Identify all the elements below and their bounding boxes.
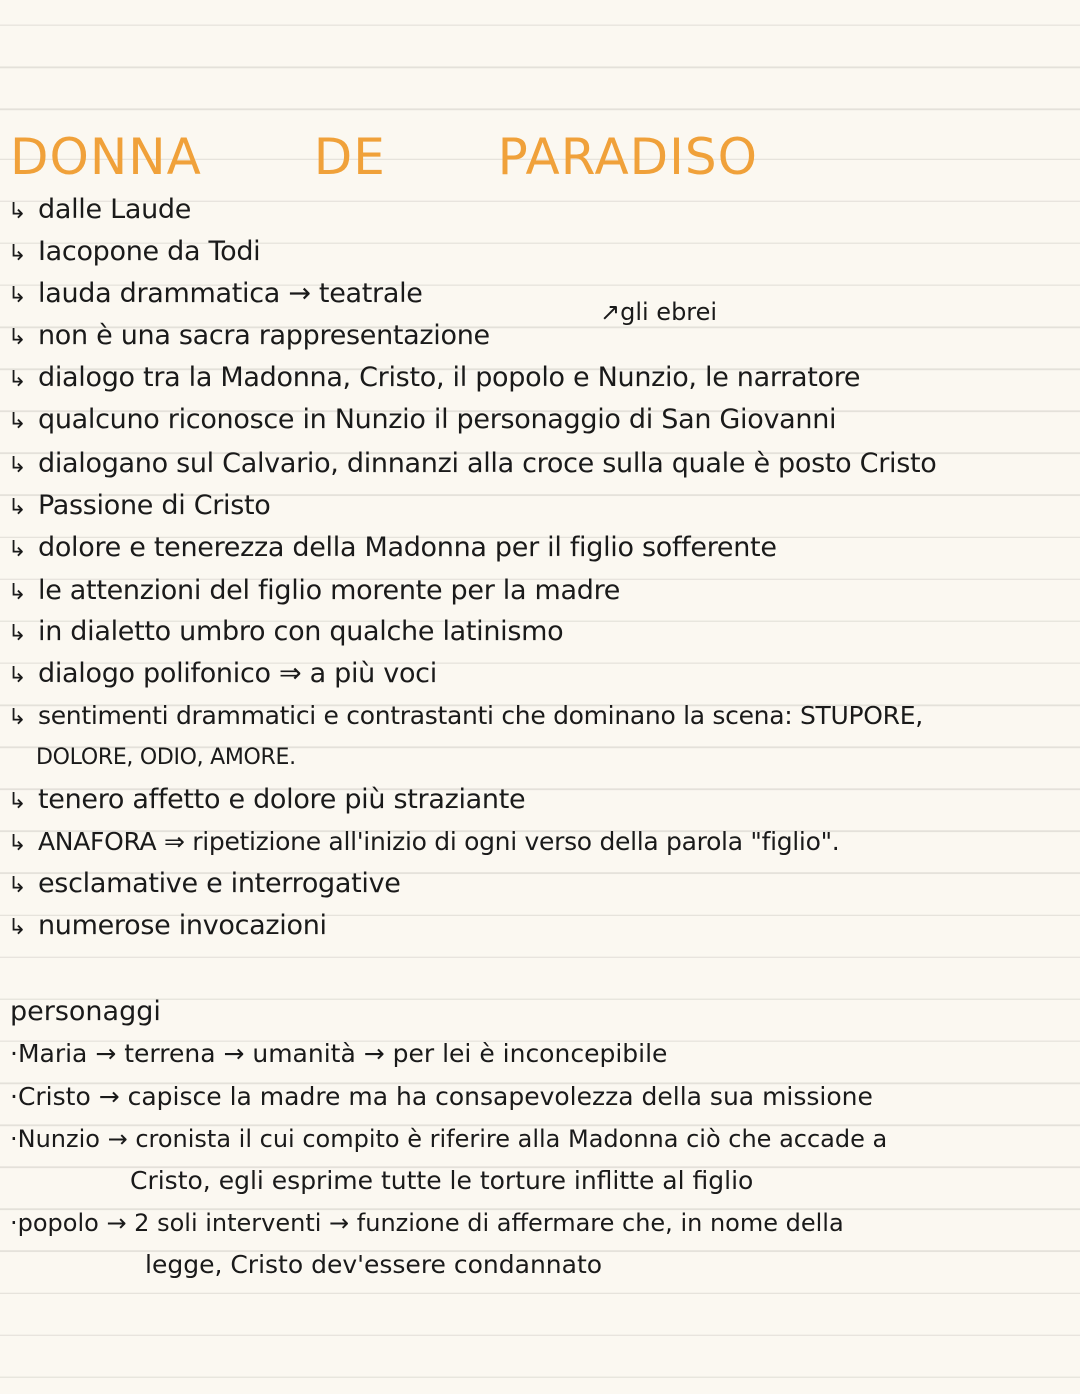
- bullet-arrow-icon: ↳: [8, 789, 27, 814]
- bullet-arrow-icon: ↳: [8, 283, 27, 308]
- characters-heading: personaggi: [10, 996, 161, 1027]
- title-word-3: PARADISO: [497, 128, 759, 186]
- bullet-arrow-icon: ↳: [8, 580, 27, 605]
- bullet-arrow-icon: ↳: [8, 663, 27, 688]
- bullet-arrow-icon: ↳: [8, 241, 27, 266]
- bullet-arrow-icon: ↳: [8, 621, 27, 646]
- character-item: ·Maria → terrena → umanità → per lei è inconcepibile: [10, 1039, 668, 1068]
- bullet-arrow-icon: ↳: [8, 367, 27, 392]
- bullet-arrow-icon: ↳: [8, 199, 27, 224]
- list-item: ↳ dialogo tra la Madonna, Cristo, il popolo e Nunzio, le narratore: [8, 361, 860, 397]
- list-item: ↳ ANAFORA ⇒ ripetizione all'inizio di ogni verso della parola "figlio".: [8, 825, 839, 861]
- list-item: ↳ dolore e tenerezza della Madonna per il figlio sofferente: [8, 531, 777, 567]
- title-word-1: DONNA: [10, 128, 202, 186]
- bullet-arrow-icon: ↳: [8, 453, 27, 478]
- bullet-arrow-icon: ↳: [8, 831, 27, 856]
- bullet-arrow-icon: ↳: [8, 495, 27, 520]
- list-item: ↳ lauda drammatica → teatrale: [8, 277, 423, 313]
- page-title: [10, 128, 758, 186]
- bullet-arrow-icon: ↳: [8, 409, 27, 434]
- list-item: ↳ non è una sacra rappresentazione: [8, 319, 490, 355]
- list-item: ↳ sentimenti drammatici e contrastanti che dominano la scena: STUPORE,: [8, 699, 923, 735]
- character-item-continuation: legge, Cristo dev'essere condannato: [145, 1250, 603, 1279]
- margin-note: ↗gli ebrei: [600, 298, 718, 326]
- list-item: ↳ le attenzioni del figlio morente per la madre: [8, 574, 620, 610]
- list-item: ↳ dalle Laude: [8, 193, 191, 229]
- list-item: ↳ dialogano sul Calvario, dinnanzi alla croce sulla quale è posto Cristo: [8, 447, 936, 483]
- character-item: ·Cristo → capisce la madre ma ha consapevolezza della sua missione: [10, 1082, 873, 1111]
- list-item: ↳ in dialetto umbro con qualche latinismo: [8, 615, 563, 651]
- character-item: ·popolo → 2 soli interventi → funzione di affermare che, in nome della: [10, 1209, 844, 1237]
- list-item: ↳ esclamative e interrogative: [8, 867, 401, 903]
- bullet-arrow-icon: ↳: [8, 915, 27, 940]
- list-item: ↳ Iacopone da Todi: [8, 235, 260, 271]
- bullet-arrow-icon: ↳: [8, 873, 27, 898]
- character-item: ·Nunzio → cronista il cui compito è riferire alla Madonna ciò che accade a: [10, 1125, 888, 1153]
- list-item: ↳ numerose invocazioni: [8, 909, 327, 945]
- bullet-arrow-icon: ↳: [8, 537, 27, 562]
- bullet-arrow-icon: ↳: [8, 325, 27, 350]
- list-item-continuation: DOLORE, ODIO, AMORE.: [36, 745, 296, 770]
- list-item: ↳ qualcuno riconosce in Nunzio il personaggio di San Giovanni: [8, 403, 836, 439]
- list-item: ↳ tenero affetto e dolore più straziante: [8, 783, 525, 819]
- list-item: ↳ dialogo polifonico ⇒ a più voci: [8, 657, 437, 693]
- character-item-continuation: Cristo, egli esprime tutte le torture inflitte al figlio: [130, 1166, 754, 1195]
- title-word-2: DE: [313, 128, 386, 186]
- bullet-arrow-icon: ↳: [8, 705, 27, 730]
- list-item: ↳ Passione di Cristo: [8, 489, 271, 525]
